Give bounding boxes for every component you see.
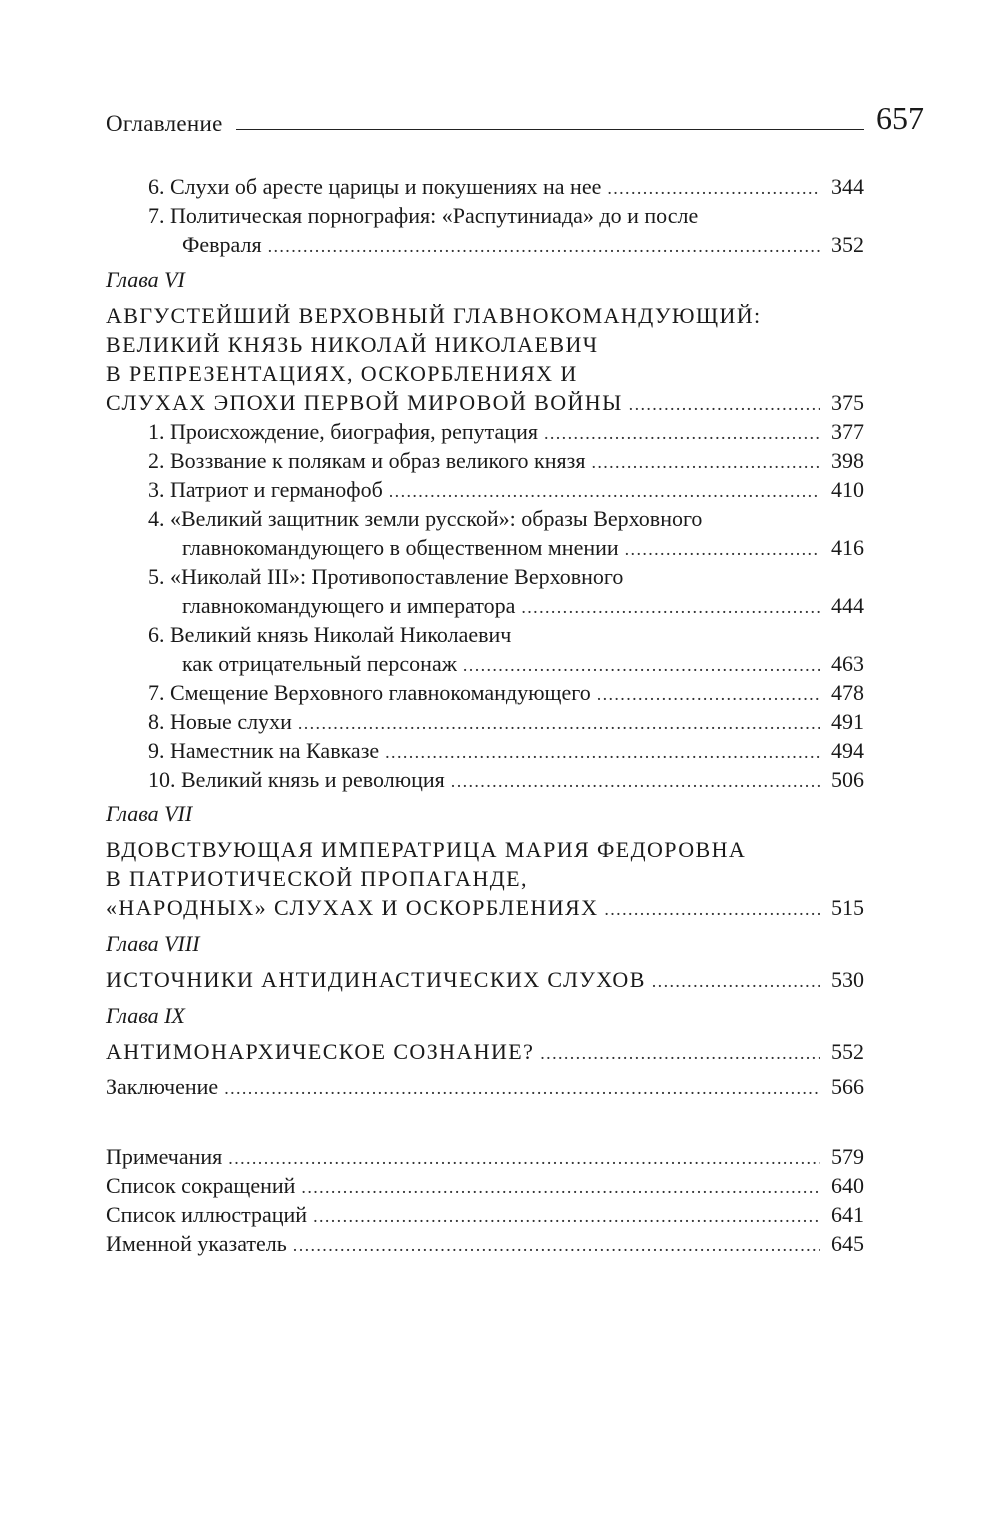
- dot-leader: [385, 738, 820, 766]
- dot-leader: [451, 767, 820, 795]
- toc-entry-page: 344: [831, 174, 864, 199]
- toc-entry-page: 641: [831, 1202, 864, 1227]
- toc-entry-page: 579: [831, 1144, 864, 1169]
- toc-entry-title: Список сокращений: [106, 1173, 296, 1198]
- toc-entry-page: 494: [831, 738, 864, 763]
- toc-entry-title: Список иллюстраций: [106, 1202, 308, 1227]
- toc-entry-title: «НАРОДНЫХ» СЛУХАХ И ОСКОРБЛЕНИЯХ: [106, 895, 599, 920]
- toc-entry-title: 3. Патриот и германофоб: [148, 477, 383, 502]
- toc-entry-title: Февраля: [182, 232, 262, 257]
- dot-leader: [540, 1039, 820, 1067]
- toc-entry-page: 463: [831, 651, 864, 676]
- toc-entry-title: 1. Происхождение, биография, репутация: [148, 419, 538, 444]
- toc-entry-title: 2. Воззвание к полякам и образ великого князя: [148, 448, 586, 473]
- toc-entry-title: 9. Наместник на Кавказе: [148, 738, 380, 763]
- toc-entry-title: главнокомандующего в общественном мнении: [182, 535, 619, 560]
- dot-leader: [224, 1074, 820, 1102]
- toc-entry-page: 410: [831, 477, 864, 502]
- toc-entry-page: 377: [831, 419, 864, 444]
- dot-leader: [389, 477, 820, 505]
- dot-leader: [652, 967, 820, 995]
- toc-entry-title: СЛУХАХ ЭПОХИ ПЕРВОЙ МИРОВОЙ ВОЙНЫ: [106, 390, 623, 415]
- toc-entry-title: Именной указатель: [106, 1231, 287, 1256]
- dot-leader: [463, 651, 820, 679]
- toc-entry-page: 398: [831, 448, 864, 473]
- toc-entry-title: 7. Смещение Верховного главнокомандующего: [148, 680, 591, 705]
- toc-entry-title: 7. Политическая порнография: «Распутиниада» до и после: [148, 203, 699, 228]
- toc-entry-title: 4. «Великий защитник земли русской»: образы Верховного: [148, 506, 703, 531]
- toc-entry-title: 10. Великий князь и революция: [148, 767, 445, 792]
- running-header: [106, 100, 924, 140]
- toc-entry-title: главнокомандующего и императора: [182, 593, 516, 618]
- toc-entry-page: 491: [831, 709, 864, 734]
- dot-leader: [607, 174, 820, 202]
- toc-entry-title: Примечания: [106, 1144, 223, 1169]
- toc-entry-page: 566: [831, 1074, 864, 1099]
- dot-leader: [293, 1231, 820, 1259]
- toc-entry-page: 645: [831, 1231, 864, 1256]
- dot-leader: [597, 680, 820, 708]
- toc-entry-page: 352: [831, 232, 864, 257]
- dot-leader: [625, 535, 820, 563]
- toc-entry-page: 552: [831, 1039, 864, 1064]
- toc-entry-page: 444: [831, 593, 864, 618]
- toc-entry-page: 530: [831, 967, 864, 992]
- toc-entry-title: 5. «Николай III»: Противопоставление Верховного: [148, 564, 624, 589]
- toc-entry-page: 375: [831, 390, 864, 415]
- toc-entry-title: как отрицательный персонаж: [182, 651, 457, 676]
- dot-leader: [604, 895, 820, 923]
- dot-leader: [298, 709, 820, 737]
- toc-entry-title: 6. Великий князь Николай Николаевич: [148, 622, 512, 647]
- toc-entry-page: 416: [831, 535, 864, 560]
- toc-entry-title: АНТИМОНАРХИЧЕСКОЕ СОЗНАНИЕ?: [106, 1039, 535, 1064]
- toc-entry-page: 515: [831, 895, 864, 920]
- dot-leader: [544, 419, 820, 447]
- toc-entry-title: 6. Слухи об аресте царицы и покушениях на нее: [148, 174, 602, 199]
- page-number: 657: [876, 100, 924, 136]
- dot-leader: [301, 1173, 820, 1201]
- dot-leader: [521, 593, 820, 621]
- toc-entry-page: 506: [831, 767, 864, 792]
- dot-leader: [591, 448, 820, 476]
- dot-leader: [313, 1202, 820, 1230]
- dot-leader: [268, 232, 820, 260]
- dot-leader: [228, 1144, 820, 1172]
- toc-entry-title: ИСТОЧНИКИ АНТИДИНАСТИЧЕСКИХ СЛУХОВ: [106, 967, 646, 992]
- toc-entry-title: 8. Новые слухи: [148, 709, 292, 734]
- toc-entry-page: 640: [831, 1173, 864, 1198]
- toc-entry-title: Заключение: [106, 1074, 219, 1099]
- header-rule: [236, 129, 864, 130]
- toc-entry-page: 478: [831, 680, 864, 705]
- dot-leader: [629, 390, 820, 418]
- toc-page: Оглавление 657 6. Слухи об аресте царицы и покушениях на нее ..... 344 7. Политическая порнография: «Распутиниада» до и после Февраля ..... 352 Глава VI АВГУСТЕЙШИЙ ВЕРХОВНЫЙ ГЛАВНОКОМАНДУЮЩИЙ: ВЕЛИКИЙ КНЯЗЬ НИКОЛАЙ НИКОЛАЕВИЧ В РЕПРЕЗЕНТАЦИЯХ, ОСКОРБЛЕНИЯХ И СЛУХАХ ЭПОХИ ПЕРВОЙ МИРОВОЙ ВОЙНЫ ..... 375 1. Происхождение, биография, репутация ..... 377 2. Воззвание к полякам и образ великого князя ..... 398 3. Патриот и германофоб ..... 410 4. «Великий защитник земли русской»: образы Верховного главнокомандующего в общественном мнении ..... 416 5. «Николай III»: Противопоставление Верховного главнокомандующего и императора ..... 444 6. Великий князь Николай Николаевич как отрицательный персонаж ..... 463 7. Смещение Верховного главнокомандующего ..... 478 8. Новые слухи ..... 491 9. Наместник на Кавказе ..... 494 10. Великий князь и революция ..... 506 Глава VII ВДОВСТВУЮЩАЯ ИМПЕРАТРИЦА МАРИЯ ФЕДОРОВНА В ПАТРИОТИЧЕСКОЙ ПРОПАГАНДЕ, «НАРОДНЫХ» СЛУХАХ И ОСКОРБЛЕНИЯХ ..... 515 Глава VIII ИСТОЧНИКИ АНТИДИНАСТИЧЕСКИХ СЛУХОВ ..... 530 Глава IX АНТИМОНАРХИЧЕСКОЕ СОЗНАНИЕ? ..... 552 Заключение ..... 566 Примечания ..... 579 Список сокращений ..... 640 Список иллюстраций ..... 641 Именной указатель ..... 645: [0, 0, 1000, 1535]
- running-header-title: Оглавление: [106, 111, 223, 136]
